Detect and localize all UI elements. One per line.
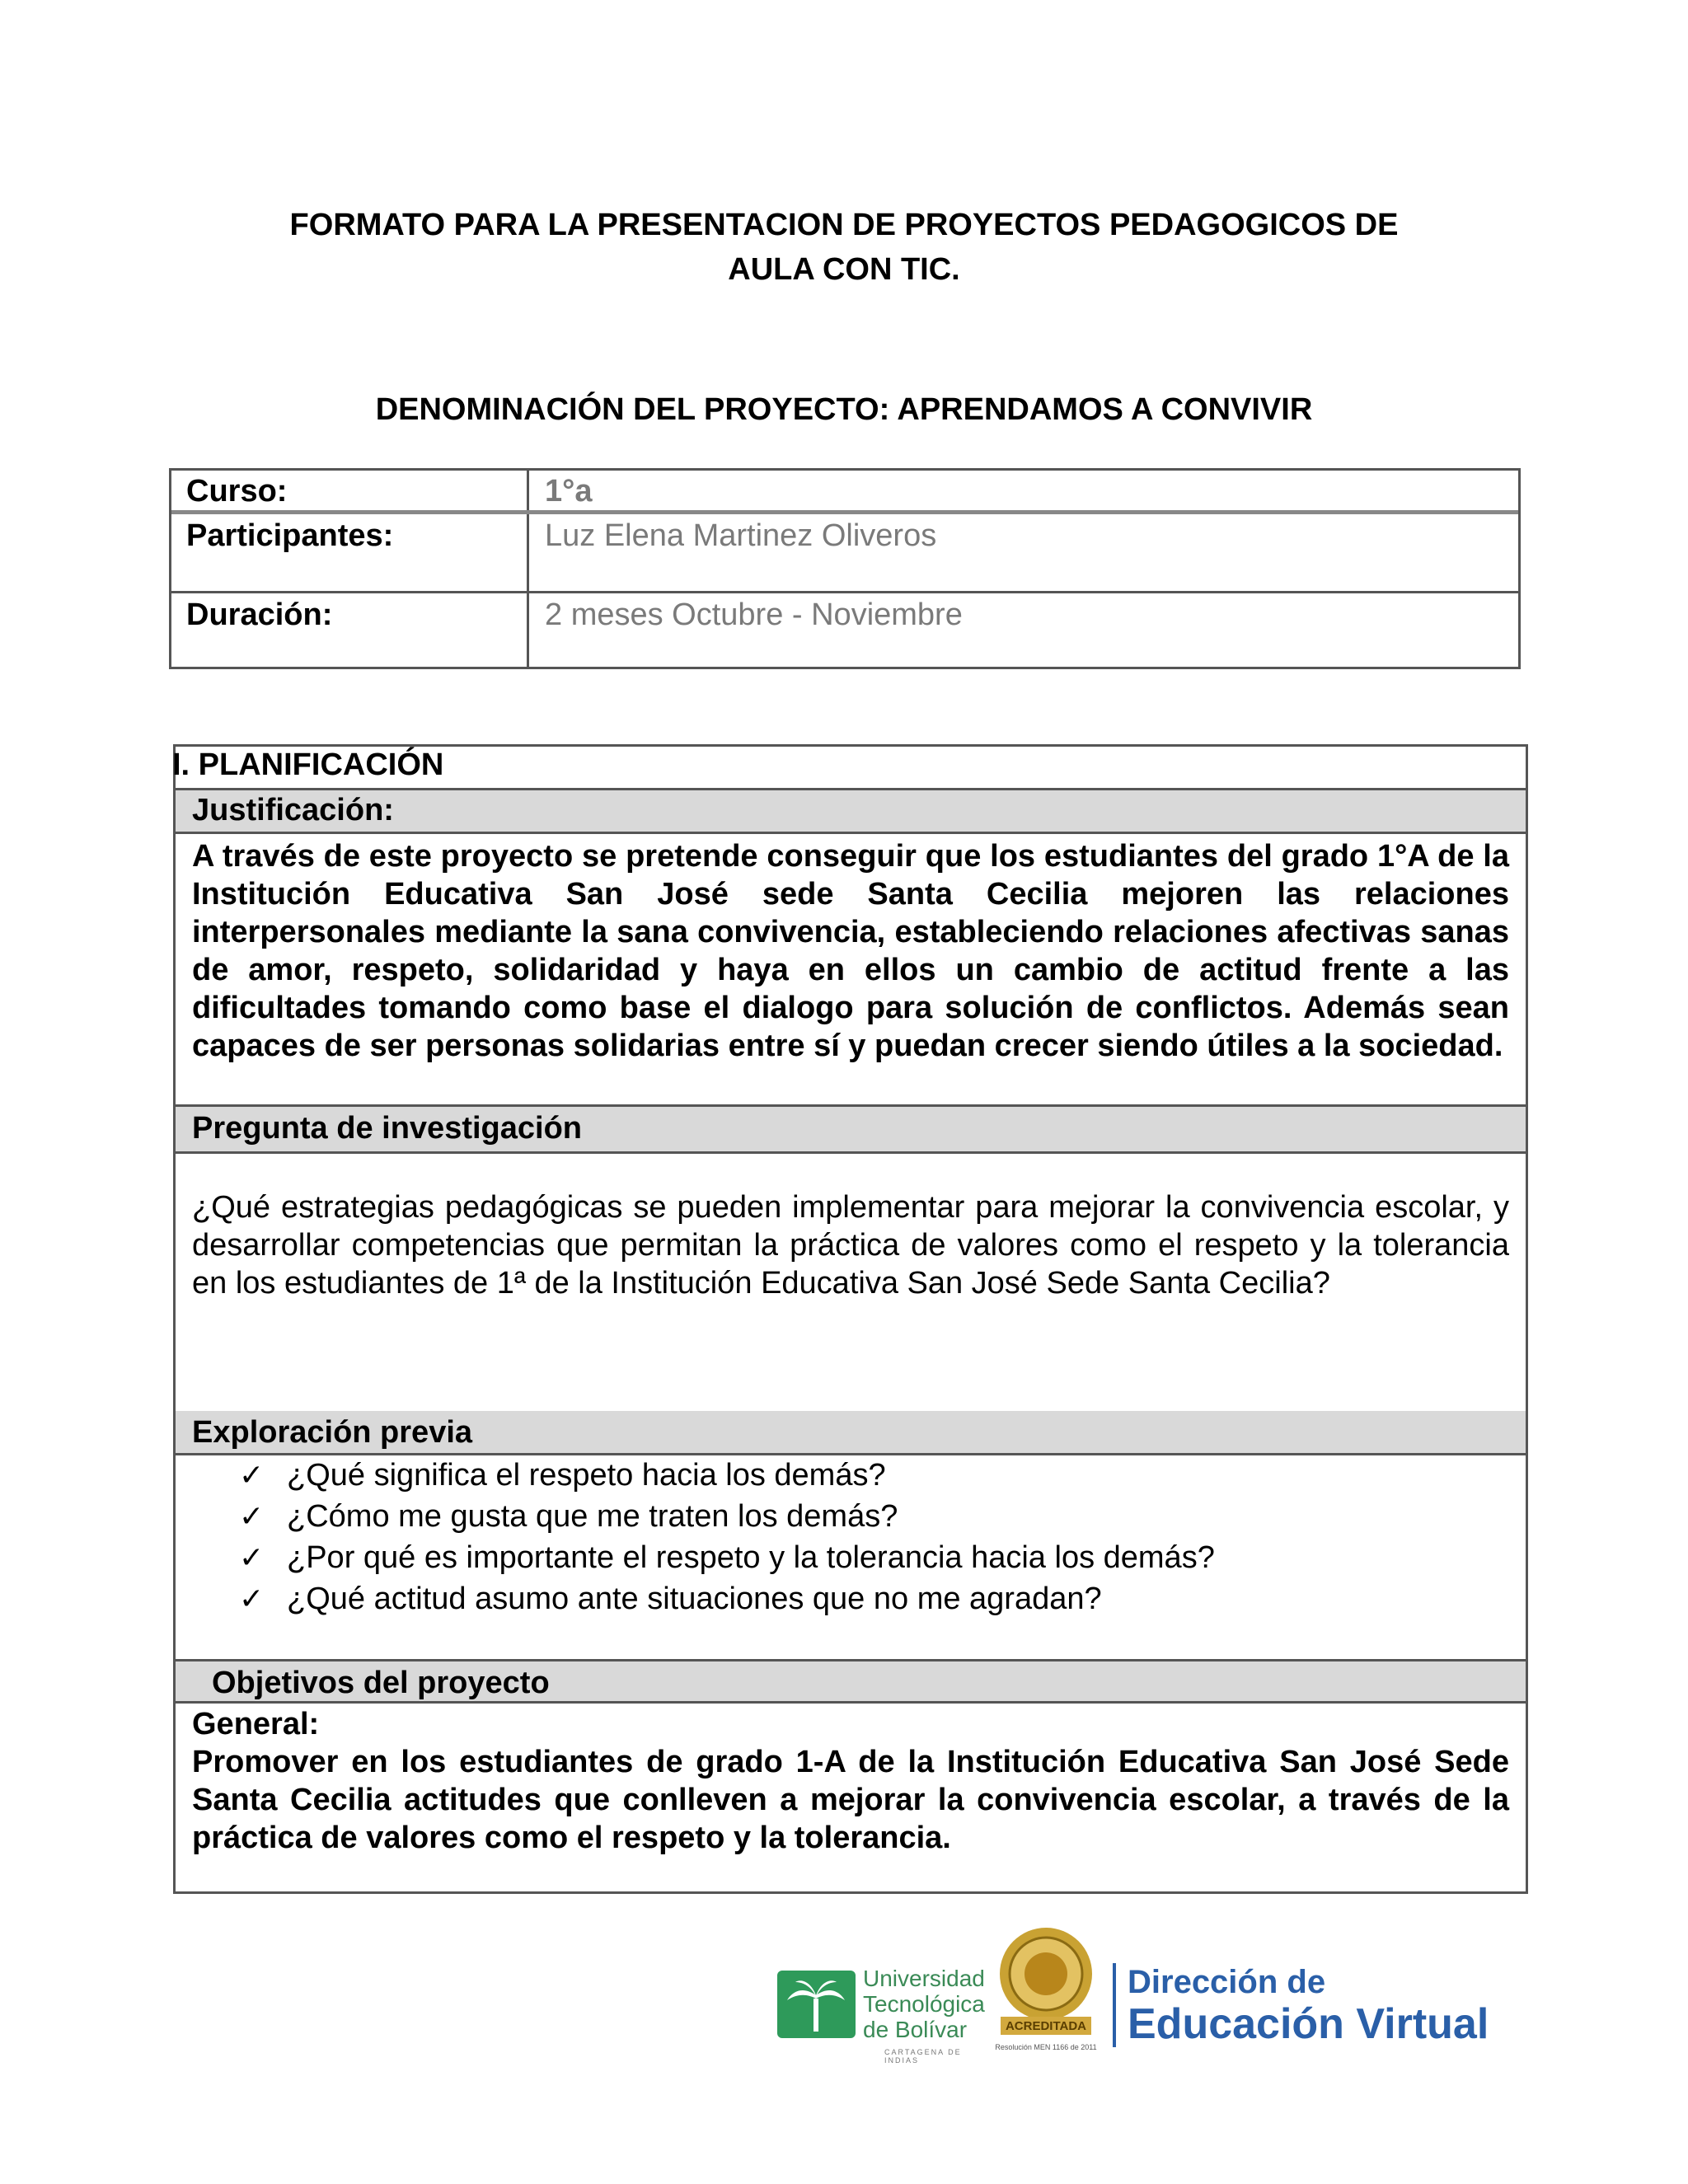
curso-value: 1°a bbox=[545, 474, 593, 509]
list-item: ✓ ¿Por qué es importante el respeto y la tolerancia hacia los demás? bbox=[239, 1537, 1215, 1578]
seal-text: ACREDITADA bbox=[1005, 2019, 1087, 2033]
check-icon: ✓ bbox=[239, 1499, 265, 1533]
palm-tree-icon bbox=[777, 1971, 856, 2038]
participantes-value: Luz Elena Martinez Oliveros bbox=[545, 518, 937, 553]
utb-line-3: de Bolívar bbox=[863, 2017, 968, 2042]
pregunta-text: ¿Qué estrategias pedagógicas se pueden implementar para mejorar la convivencia escolar, y desarrollar competencias que permitan la práctica de valores como el respeto y la tolerancia en los estudiantes de 1ª de la Institución Educativa San José Sede Santa Cecilia? bbox=[192, 1190, 1509, 1301]
exploracion-label: Exploración previa bbox=[192, 1415, 473, 1450]
direccion-educacion-virtual-logo bbox=[1113, 1963, 1489, 2047]
title-line-1: FORMATO PARA LA PRESENTACION DE PROYECTOS PEDAGOGICOS DE bbox=[289, 208, 1399, 242]
exploracion-header bbox=[176, 1411, 1526, 1455]
pregunta-header bbox=[176, 1104, 1526, 1154]
general-label: General: bbox=[192, 1707, 320, 1741]
title-line-2: AULA CON TIC. bbox=[728, 252, 960, 287]
list-item: ✓ ¿Qué significa el respeto hacia los demás? bbox=[239, 1455, 1215, 1496]
duracion-label: Duración: bbox=[186, 598, 333, 632]
utb-subtitle: CARTAGENA DE INDIAS bbox=[884, 2048, 962, 2064]
justificacion-header bbox=[176, 788, 1526, 834]
project-info-table bbox=[169, 468, 1521, 669]
check-icon: ✓ bbox=[239, 1458, 265, 1492]
objetivos-header bbox=[176, 1659, 1526, 1704]
objetivos-label: Objetivos del proyecto bbox=[212, 1666, 550, 1700]
general-text: Promover en los estudiantes de grado 1-A de la Institución Educativa San José Sede Santa Cecilia actitudes que conlleven a mejorar la convivencia escolar, a través de la práctica de valores como el respeto y la tolerancia. bbox=[192, 1745, 1509, 1855]
seal-subtitle: Resolución MEN 1166 de 2011 bbox=[995, 2043, 1097, 2051]
exploracion-list bbox=[239, 1455, 1215, 1619]
pregunta-label: Pregunta de investigación bbox=[192, 1111, 582, 1146]
curso-label: Curso: bbox=[186, 474, 288, 509]
planning-table bbox=[173, 744, 1528, 1894]
duracion-value: 2 meses Octubre - Noviembre bbox=[545, 598, 963, 632]
check-icon: ✓ bbox=[239, 1582, 265, 1615]
ded-line-1: Dirección de bbox=[1128, 1964, 1326, 2000]
list-item: ✓ ¿Qué actitud asumo ante situaciones que no me agradan? bbox=[239, 1578, 1215, 1619]
project-name: DENOMINACIÓN DEL PROYECTO: APRENDAMOS A CONVIVIR bbox=[375, 392, 1313, 427]
check-icon: ✓ bbox=[239, 1540, 265, 1574]
ded-line-2: Educación Virtual bbox=[1128, 2000, 1489, 2048]
participantes-label: Participantes: bbox=[186, 518, 394, 553]
utb-line-2: Tecnológica bbox=[863, 1991, 985, 2017]
accreditation-seal bbox=[994, 1926, 1098, 2058]
list-item: ✓ ¿Cómo me gusta que me traten los demás? bbox=[239, 1496, 1215, 1537]
justificacion-text: A través de este proyecto se pretende conseguir que los estudiantes del grado 1°A de la Institución Educativa San José sede Santa Cecilia mejoren las relaciones interpersonales mediante la sana convivencia, estableciendo relaciones afectivas sanas de amor, respeto, solidaridad y haya en ellos un cambio de actitud frente a las dificultades tomando como base el dialogo para solución de conflictos. Además sean capaces de ser personas solidarias entre sí y puedan crecer siendo útiles a la sociedad. bbox=[192, 839, 1509, 1063]
justificacion-label: Justificación: bbox=[192, 793, 394, 827]
planning-heading: I. PLANIFICACIÓN bbox=[172, 748, 444, 782]
document-title bbox=[0, 203, 1688, 292]
utb-line-1: Universidad bbox=[863, 1966, 985, 1991]
utb-logo bbox=[777, 1966, 985, 2064]
